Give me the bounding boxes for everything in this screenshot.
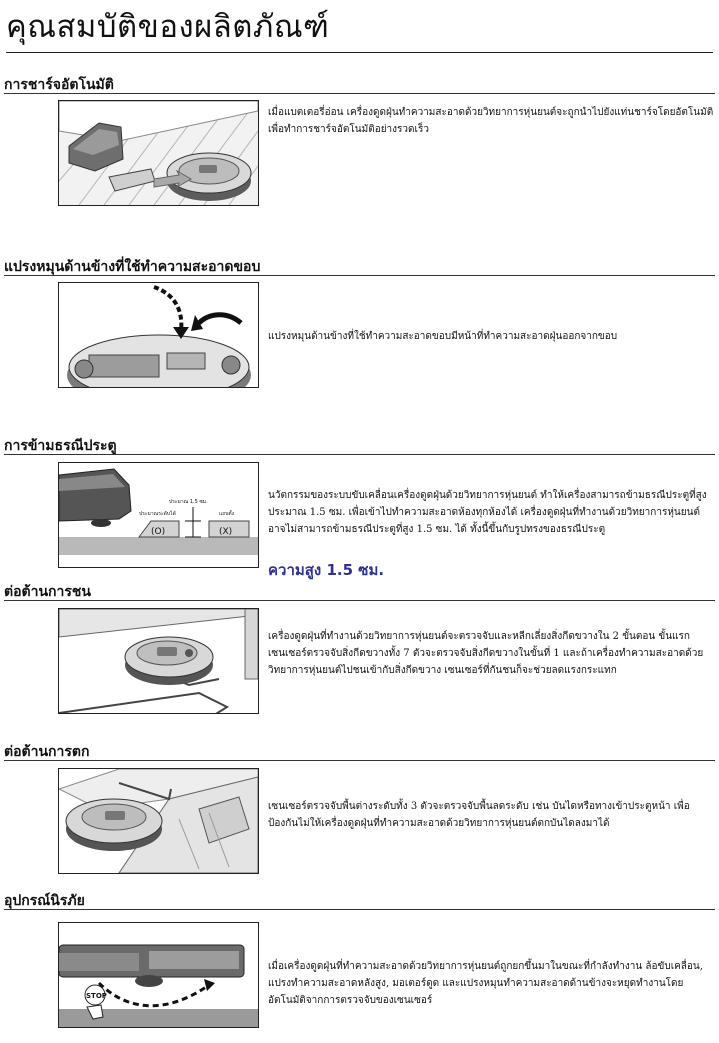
threshold-no-cross-label: แถบตั้ง xyxy=(219,511,235,517)
description-anti-collision: เครื่องดูดฝุ่นที่ทำงานด้วยวิทยาการหุ่นยนต์จะตรวจจับและหลีกเลี่ยงสิ่งกีดขวางใน 2 ขั้นตอน ขั้นแรก เซนเซอร์ตรวจจับสิ่งกีดขวางทั้ง 7 ตัวจะตรวจจับสิ่งกีดขวางในขั้นที่ 1 และถ้าเครื่องทำความสะอาดด้วยวิทยาการหุ่นยนต์ไปชนเข้ากับสิ่งกีดขวาง เซนเซอร์ที่กันชนก็จะช่วยลดแรงกระแทก xyxy=(268,631,704,676)
description-side-brush: แปรงหมุนด้านข้างที่ใช้ทำความสะอาดขอบมีหน้าที่ทำความสะอาดฝุ่นออกจากขอบ xyxy=(268,331,618,342)
illustration-safety xyxy=(58,922,259,1028)
threshold-height-label: ประมาณ 1.5 ซม. xyxy=(169,499,208,505)
threshold-ok-mark: (O) xyxy=(151,527,166,537)
section-heading-anti-collision: ต่อต้านการชน xyxy=(4,584,91,600)
section-rule xyxy=(4,600,715,601)
illustration-anti-fall xyxy=(58,768,259,874)
section-heading-auto-charge: การชาร์จอัตโนมัติ xyxy=(4,77,114,93)
title-rule xyxy=(6,52,713,53)
section-heading-anti-fall: ต่อต้านการตก xyxy=(4,744,90,760)
page-title: คุณสมบัติของผลิตภัณฑ์ xyxy=(6,9,330,45)
section-heading-side-brush: แปรงหมุนด้านข้างที่ใช้ทำความสะอาดขอบ xyxy=(4,259,261,275)
threshold-height-highlight: ความสูง 1.5 ซม. xyxy=(268,561,385,579)
section-rule xyxy=(4,454,715,455)
description-safety: เมื่อเครื่องดูดฝุ่นที่ทำความสะอาดด้วยวิทยาการหุ่นยนต์ถูกยกขึ้นมาในขณะที่กำลังทำงาน ล้อขับเคลื่อน, แปรงทำความสะอาดหลังสูง, มอเตอร์ดูด และแปรงหมุนทำความสะอาดด้านข้างจะหยุดทำงานโดยอัตโนมัติจากการตรวจจับของเซนเซอร์ xyxy=(268,961,703,1006)
section-rule xyxy=(4,760,715,761)
stop-label: STOP xyxy=(86,992,107,1000)
illustration-auto-charge xyxy=(58,100,259,206)
threshold-no-mark: (X) xyxy=(219,527,233,537)
illustration-anti-collision xyxy=(58,608,259,714)
section-rule xyxy=(4,93,715,94)
section-rule xyxy=(4,275,715,276)
section-heading-threshold: การข้ามธรณีประตู xyxy=(4,438,117,454)
section-rule xyxy=(4,909,715,910)
section-heading-safety: อุปกรณ์นิรภัย xyxy=(4,893,85,909)
description-auto-charge: เมื่อแบตเตอรี่อ่อน เครื่องดูดฝุ่นทำความสะอาดด้วยวิทยาการหุ่นยนต์จะถูกนำไปยังแท่นชาร์จโดยอัตโนมัติ เพื่อทำการชาร์จอัตโนมัติอย่างรวดเร็ว xyxy=(268,107,714,135)
threshold-cross-label: ประมาณระดับได้ xyxy=(139,511,176,517)
illustration-side-brush xyxy=(58,282,259,388)
description-anti-fall: เซนเซอร์ตรวจจับพื้นต่างระดับทั้ง 3 ตัวจะตรวจจับพื้นลดระดับ เช่น บันไดหรือทางเข้าประตูหน้า เพื่อป้องกันไม่ให้เครื่องดูดฝุ่นที่ทำความสะอาดด้วยวิทยาการหุ่นยนต์ตกบันไดลงมาได้ xyxy=(268,801,690,829)
description-threshold: นวัตกรรมของระบบขับเคลื่อนเครื่องดูดฝุ่นด้วยวิทยาการหุ่นยนต์ ทำให้เครื่องสามารถข้ามธรณีประตูที่สูงประมาณ 1.5 ซม. เพื่อเข้าไปทำความสะอาดห้องทุกห้องได้ เครื่องดูดฝุ่นที่ทำงานด้วยวิทยาการหุ่นยนต์อาจไม่สามารถข้ามธรณีประตูที่สูง 1.5 ซม. ได้ ทั้งนี้ขึ้นกับรูปทรงของธรณีประตู xyxy=(268,490,707,535)
illustration-threshold xyxy=(58,462,259,568)
